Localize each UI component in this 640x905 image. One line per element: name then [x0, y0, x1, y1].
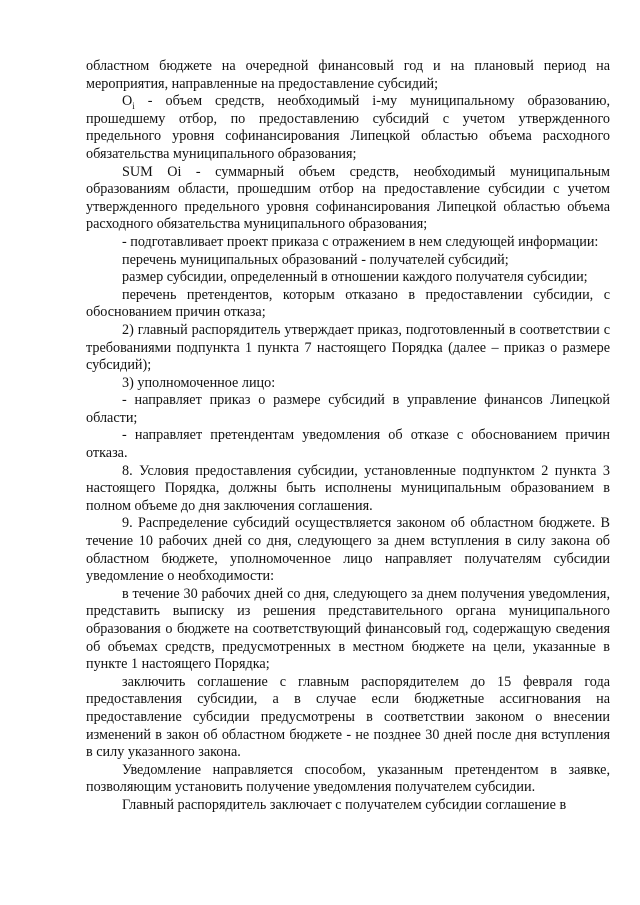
paragraph-item-2: 2) главный распорядитель утверждает приказ, подготовленный в соответствии с требованиями подпункта 1 пункта 7 настоящего Порядка (далее – приказ о размере субсидий);: [86, 321, 610, 374]
paragraph-list-recipients: перечень муниципальных образований - получателей субсидий;: [122, 251, 509, 268]
oi-subscript: i: [132, 101, 135, 112]
paragraph-subsidy-size: размер субсидии, определенный в отношении каждого получателя субсидии;: [122, 269, 588, 286]
paragraph-prepare-order: - подготавливает проект приказа с отражением в нем следующей информации:: [122, 233, 599, 250]
document-page: [86, 58, 610, 815]
paragraph-section-9: 9. Распределение субсидий осуществляется законом об областном бюджете. В течение 10 рабочих дней со дня, следующего за днем вступления в силу закона об областном бюджете, уполномоченное лицо направляет получателям субсидии уведомление о необходимости:: [86, 515, 610, 585]
paragraph-refused-list: перечень претендентов, которым отказано в предоставлении субсидии, с обоснованием причин отказа;: [86, 286, 610, 321]
paragraph-agreement-deadline: заключить соглашение с главным распорядителем до 15 февраля года предоставления субсидии, а в случае если бюджетные ассигнования на предоставление субсидии предусмотрены в соответствии законом о внесении изменений в закон об областном бюджете - не позднее 30 дней после дня вступления в силу указанного закона.: [86, 673, 610, 761]
paragraph-sum-oi: SUM Oi - суммарный объем средств, необходимый муниципальным образованиям области, прошедшим отбор на предоставление субсидии с учетом утвержденного предельного уровня софинансирования Липецкой областью объема расходного обязательства муниципального образования;: [86, 163, 610, 233]
paragraph-continuation: областном бюджете на очередной финансовый год и на плановый период на мероприятия, направленные на предоставление субсидий;: [86, 58, 610, 92]
paragraph-notification-method: Уведомление направляется способом, указанным претендентом в заявке, позволяющим установить получение уведомления получателем субсидии.: [86, 761, 610, 796]
paragraph-send-order: - направляет приказ о размере субсидий в управление финансов Липецкой области;: [86, 392, 610, 426]
paragraph-section-8: 8. Условия предоставления субсидии, установленные подпунктом 2 пункта 3 настоящего Порядка, должны быть исполнены муниципальным образованием в полном объеме до дня заключения соглашения.: [86, 462, 610, 514]
paragraph-send-refusal: - направляет претендентам уведомления об отказе с обоснованием причин отказа.: [86, 427, 610, 462]
paragraph-item-3: 3) уполномоченное лицо:: [122, 374, 276, 391]
oi-symbol: O: [122, 93, 133, 110]
paragraph-main-manager: Главный распорядитель заключает с получателем субсидии соглашение в: [122, 796, 567, 813]
paragraph-oi-definition: [86, 93, 610, 163]
oi-definition-text: - объем средств, необходимый i-му муниципальному образованию, прошедшему отбор, по предоставлению субсидий с учетом утвержденного предельного уровня софинансирования Липецкой областью объема расходного обязательства муниципального образования;: [86, 93, 610, 162]
paragraph-30-days: в течение 30 рабочих дней со дня, следующего за днем получения уведомления, представить выписку из решения представительного органа муниципального образования о бюджете на соответствующий финансовый год, содержащую сведения об объемах средств, предусмотренных в местном бюджете на цели, указанные в пункте 1 настоящего Порядка;: [86, 585, 610, 673]
